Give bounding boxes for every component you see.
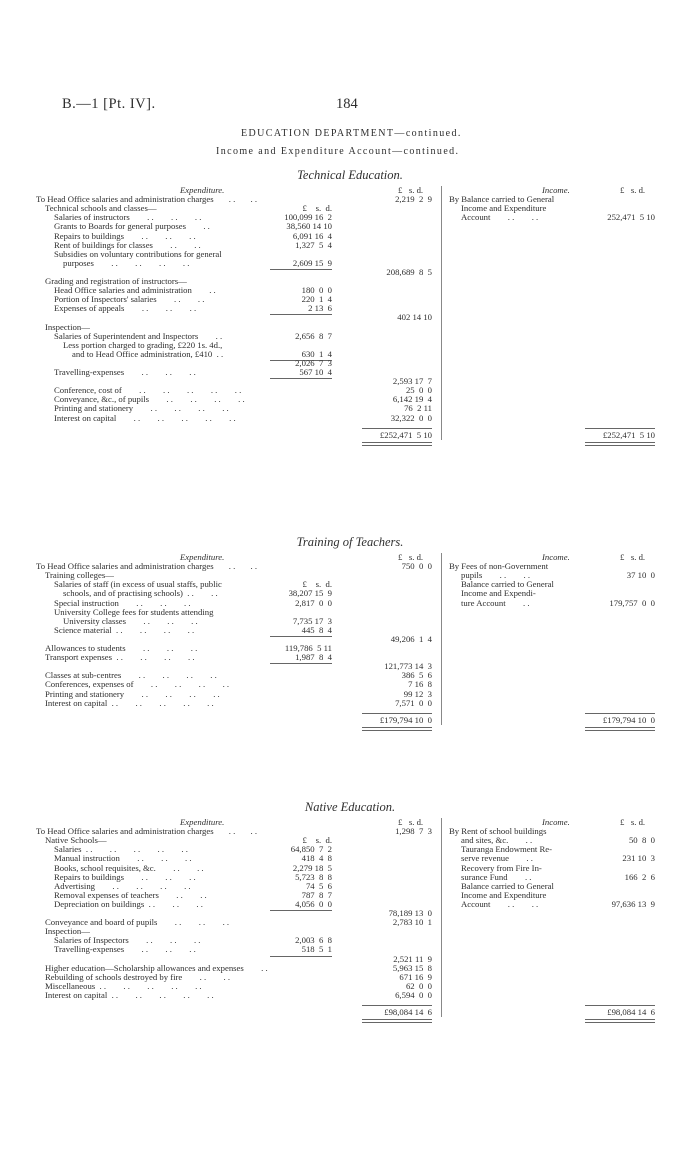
- currency-header-income: £ s. d.: [620, 552, 646, 562]
- income-amount: 231 10 3: [622, 853, 655, 864]
- amount: 7,571 0 0: [395, 697, 432, 708]
- amount: 208,689 8 5: [386, 266, 432, 277]
- expenditure-line: Repairs to buildings . . . . . .: [54, 871, 196, 882]
- currency-header: £ s. d.: [398, 817, 424, 827]
- amount: 78,189 13 0: [388, 908, 432, 918]
- expenditure-line: Miscellaneous . . . . . . . . . .: [45, 980, 202, 991]
- income-total-rule: [585, 428, 655, 429]
- amount: 121,773 14 3: [384, 661, 432, 672]
- expenditure-line: purposes . . . . . . . .: [63, 257, 190, 268]
- subtotal-amount: 2,817 0 0: [295, 597, 332, 608]
- expenditure-line: Allowances to students . . . . . .: [45, 643, 198, 653]
- expenditure-line: Printing and stationery . . . . . . . .: [54, 403, 229, 414]
- subtotal-amount: 119,786 5 11: [284, 643, 332, 653]
- income-line: ture Account . .: [461, 597, 530, 608]
- amount: 671 16 9: [399, 971, 432, 982]
- subtotal-rule: [270, 636, 332, 637]
- expenditure-line: Inspection—: [45, 321, 90, 332]
- expenditure-heading: Expenditure.: [180, 185, 225, 195]
- total-double-rule: [362, 1019, 432, 1023]
- expenditure-line: To Head Office salaries and administration charges . . . .: [36, 561, 258, 572]
- subtotal-amount: 445 8 4: [301, 624, 332, 635]
- expenditure-line: and to Head Office administration, £410 . .: [72, 348, 224, 359]
- expenditure-line: University classes . . . . . .: [63, 615, 198, 626]
- expenditure-line: Interest on capital . . . . . . . . . .: [45, 697, 214, 708]
- expenditure-line: University College fees for students attending: [54, 606, 214, 617]
- income-line: By Fees of non-Government: [449, 561, 549, 572]
- income-line: pupils . . . .: [461, 570, 531, 581]
- expenditure-line: Head Office salaries and administration . .: [54, 285, 216, 296]
- amount: 32,322 0 0: [390, 412, 432, 423]
- subtotal-amount: 1,327 5 4: [295, 239, 332, 250]
- section-title: Native Education.: [304, 800, 396, 814]
- currency-header: £ s. d.: [398, 185, 424, 195]
- subtotal-rule: [270, 269, 332, 270]
- expenditure-heading: Expenditure.: [180, 552, 225, 562]
- amount: 2,783 10 1: [392, 917, 432, 928]
- income-heading: Income.: [542, 817, 570, 827]
- amount: 6,142 19 4: [392, 394, 432, 405]
- expenditure-line: Printing and stationery . . . . . . . .: [45, 688, 220, 699]
- subtotal-rule: [270, 378, 332, 379]
- expenditure-total: £252,471 5 10: [379, 429, 432, 440]
- income-line: By Rent of school buildings: [449, 826, 547, 837]
- amount: 25 0 0: [405, 385, 432, 396]
- expenditure-line: Repairs to buildings . . . . . .: [54, 230, 196, 241]
- income-amount: 166 2 6: [624, 871, 655, 882]
- income-line: Recovery from Fire In-: [461, 862, 542, 873]
- income-line: By Balance carried to General: [449, 194, 555, 205]
- subtotal-amount: 38,207 15 9: [288, 588, 332, 599]
- total-rule: [362, 1005, 432, 1006]
- expenditure-line: Salaries of Superintendent and Inspectors . .: [54, 330, 223, 341]
- expenditure-line: Inspection—: [45, 926, 90, 937]
- income-total: £179,794 10 0: [602, 714, 655, 725]
- amount: 2,521 11 9: [393, 953, 432, 964]
- income-total-double-rule: [585, 442, 655, 446]
- amount: 750 0 0: [401, 561, 432, 572]
- income-line: Account . . . .: [461, 898, 539, 909]
- subtotal-amount: 2,279 18 5: [292, 862, 332, 873]
- subtotal-rule: [270, 910, 332, 911]
- income-amount: 37 10 0: [626, 570, 655, 581]
- expenditure-line: Books, school requisites, &c. . . . .: [54, 862, 204, 873]
- expenditure-line: Rent of buildings for classes . . . .: [54, 239, 201, 250]
- income-line: Income and Expenditure: [461, 889, 547, 900]
- income-line: Tauranga Endowment Re-: [461, 844, 553, 855]
- expenditure-line: Classes at sub-centres . . . . . . . .: [45, 670, 217, 681]
- income-total: £252,471 5 10: [602, 429, 655, 440]
- subtotal-amount: 518 5 1: [301, 944, 332, 955]
- subtotal-amount: 7,735 17 3: [292, 615, 332, 626]
- expenditure-line: Conferences, expenses of . . . . . . . .: [45, 679, 230, 690]
- income-amount: 179,757 0 0: [609, 597, 655, 608]
- currency-header-income: £ s. d.: [620, 185, 646, 195]
- subtotal-amount: £ s. d.: [302, 835, 332, 846]
- subtotal-amount: 1,987 8 4: [295, 652, 332, 663]
- amount: 402 14 10: [397, 312, 432, 323]
- column-divider: [441, 186, 442, 440]
- expenditure-line: Salaries of instructors . . . . . .: [54, 212, 202, 223]
- income-total-rule: [585, 713, 655, 714]
- subtotal-amount: 220 1 4: [301, 294, 332, 305]
- expenditure-line: Native Schools—: [45, 835, 107, 846]
- amount: 76 2 11: [404, 403, 432, 414]
- expenditure-line: Salaries of staff (in excess of usual staffs, public: [54, 579, 222, 590]
- subtotal-amount: 2,026 7 3: [295, 357, 332, 368]
- expenditure-line: Conference, cost of . . . . . . . . . .: [54, 385, 242, 396]
- amount: 99 12 3: [403, 688, 432, 699]
- currency-header: £ s. d.: [398, 552, 424, 562]
- income-total-double-rule: [585, 727, 655, 731]
- income-line: serve revenue . .: [461, 853, 533, 864]
- subtotal-amount: 4,056 0 0: [295, 898, 332, 909]
- expenditure-line: Subsidies on voluntary contributions for general: [54, 248, 222, 259]
- income-line: Income and Expenditure: [461, 203, 547, 214]
- column-divider: [441, 818, 442, 1017]
- expenditure-line: Grading and registration of instructors—: [45, 276, 187, 286]
- expenditure-line: Portion of Inspectors' salaries . . . .: [54, 294, 205, 305]
- income-line: Balance carried to General: [461, 880, 554, 891]
- currency-header-income: £ s. d.: [620, 817, 646, 827]
- subtotal-amount: 787 8 7: [301, 889, 332, 900]
- expenditure-line: Science material . . . . . . . .: [54, 624, 195, 635]
- income-amount: 97,636 13 9: [611, 898, 655, 909]
- expenditure-line: schools, and of practising schools) . . . .: [63, 588, 218, 599]
- expenditure-line: Special instruction . . . . . .: [54, 597, 191, 608]
- income-line: Income and Expendi-: [461, 588, 536, 599]
- subtotal-amount: 2,656 8 7: [295, 330, 332, 341]
- expenditure-line: Depreciation on buildings . . . . . .: [54, 898, 203, 909]
- amount: 62 0 0: [405, 980, 432, 991]
- subtotal-amount: 100,099 16 2: [284, 212, 332, 223]
- amount: 6,594 0 0: [395, 989, 432, 1000]
- expenditure-line: Higher education—Scholarship allowances and expenses . .: [45, 962, 268, 973]
- expenditure-total: £179,794 10 0: [379, 714, 432, 725]
- expenditure-line: Travelling-expenses . . . . . .: [54, 367, 196, 377]
- expenditure-line: Interest on capital . . . . . . . . . .: [45, 989, 214, 1000]
- expenditure-line: Interest on capital . . . . . . . . . .: [54, 412, 236, 423]
- total-rule: [362, 428, 432, 429]
- page-number: 184: [336, 96, 358, 112]
- subtotal-amount: 6,091 16 4: [292, 230, 332, 241]
- amount: 386 5 6: [401, 670, 432, 681]
- department-title: EDUCATION DEPARTMENT—continued.: [241, 128, 462, 139]
- expenditure-line: Travelling-expenses . . . . . .: [54, 944, 196, 955]
- expenditure-line: Conveyance and board of pupils . . . . . .: [45, 917, 230, 928]
- column-divider: [441, 553, 442, 725]
- income-line: Account . . . .: [461, 212, 539, 223]
- amount: 5,963 15 8: [392, 962, 432, 973]
- income-total: £98,084 14 6: [607, 1007, 655, 1017]
- subtotal-amount: 418 4 8: [301, 853, 332, 864]
- expenditure-line: Salaries of Inspectors . . . . . .: [54, 935, 201, 946]
- total-rule: [362, 713, 432, 714]
- expenditure-total: £98,084 14 6: [384, 1007, 432, 1017]
- subtotal-amount: 5,723 8 8: [295, 871, 332, 882]
- subtotal-amount: 2 13 6: [308, 303, 332, 314]
- income-amount: 50 8 0: [628, 835, 655, 846]
- subtotal-amount: 567 10 4: [299, 367, 332, 377]
- income-total-double-rule: [585, 1019, 655, 1023]
- subtotal-amount: 74 5 6: [305, 880, 332, 891]
- expenditure-line: Less portion charged to grading, £220 1s. 4d.,: [63, 339, 223, 350]
- amount: 2,593 17 7: [392, 376, 432, 387]
- section-title: Training of Teachers.: [296, 535, 404, 549]
- income-amount: 252,471 5 10: [607, 212, 655, 223]
- subtotal-amount: 2,003 6 8: [295, 935, 332, 946]
- subtotal-amount: 64,850 7 2: [290, 844, 332, 855]
- expenditure-line: Advertising . . . . . . . .: [54, 880, 191, 891]
- expenditure-line: Grants to Boards for general purposes . .: [54, 221, 210, 232]
- income-total-rule: [585, 1005, 655, 1006]
- expenditure-line: Removal expenses of teachers . . . .: [54, 889, 207, 900]
- expenditure-line: Expenses of appeals . . . . . .: [54, 303, 197, 314]
- expenditure-line: Manual instruction . . . . . .: [54, 853, 192, 864]
- expenditure-line: Technical schools and classes—: [45, 203, 157, 214]
- subtotal-rule: [270, 956, 332, 957]
- subtotal-amount: £ s. d.: [302, 203, 332, 214]
- subtotal-amount: 2,609 15 9: [292, 257, 332, 268]
- expenditure-line: To Head Office salaries and administration charges . . . .: [36, 194, 258, 205]
- header-reference: B.—1 [Pt. IV].: [62, 96, 156, 112]
- income-line: and sites, &c. . .: [461, 835, 533, 846]
- expenditure-line: Conveyance, &c., of pupils . . . . . . . .: [54, 394, 245, 405]
- income-heading: Income.: [542, 185, 570, 195]
- income-line: Balance carried to General: [461, 579, 554, 590]
- section-title: Technical Education.: [297, 168, 403, 182]
- amount: 49,206 1 4: [390, 633, 432, 644]
- subtotal-rule: [270, 663, 332, 664]
- amount: 2,219 2 9: [395, 194, 432, 205]
- expenditure-line: Training colleges—: [45, 570, 114, 581]
- income-line: surance Fund . .: [461, 871, 532, 882]
- expenditure-line: Rebuilding of schools destroyed by fire . . . .: [45, 971, 231, 982]
- expenditure-line: To Head Office salaries and administration charges . . . .: [36, 826, 258, 837]
- expenditure-line: Salaries . . . . . . . . . .: [54, 844, 188, 855]
- subtotal-amount: 38,560 14 10: [286, 221, 332, 232]
- income-heading: Income.: [542, 552, 570, 562]
- amount: 1,298 7 3: [395, 826, 432, 837]
- total-double-rule: [362, 727, 432, 731]
- account-title: Income and Expenditure Account—continued.: [216, 146, 460, 157]
- subtotal-amount: £ s. d.: [302, 579, 332, 590]
- subtotal-amount: 180 0 0: [301, 285, 332, 296]
- total-double-rule: [362, 442, 432, 446]
- subtotal-rule: [270, 314, 332, 315]
- amount: 7 16 8: [408, 679, 432, 690]
- expenditure-heading: Expenditure.: [180, 817, 225, 827]
- subtotal-amount: 630 1 4: [301, 348, 332, 359]
- expenditure-line: Transport expenses . . . . . . . .: [45, 652, 195, 663]
